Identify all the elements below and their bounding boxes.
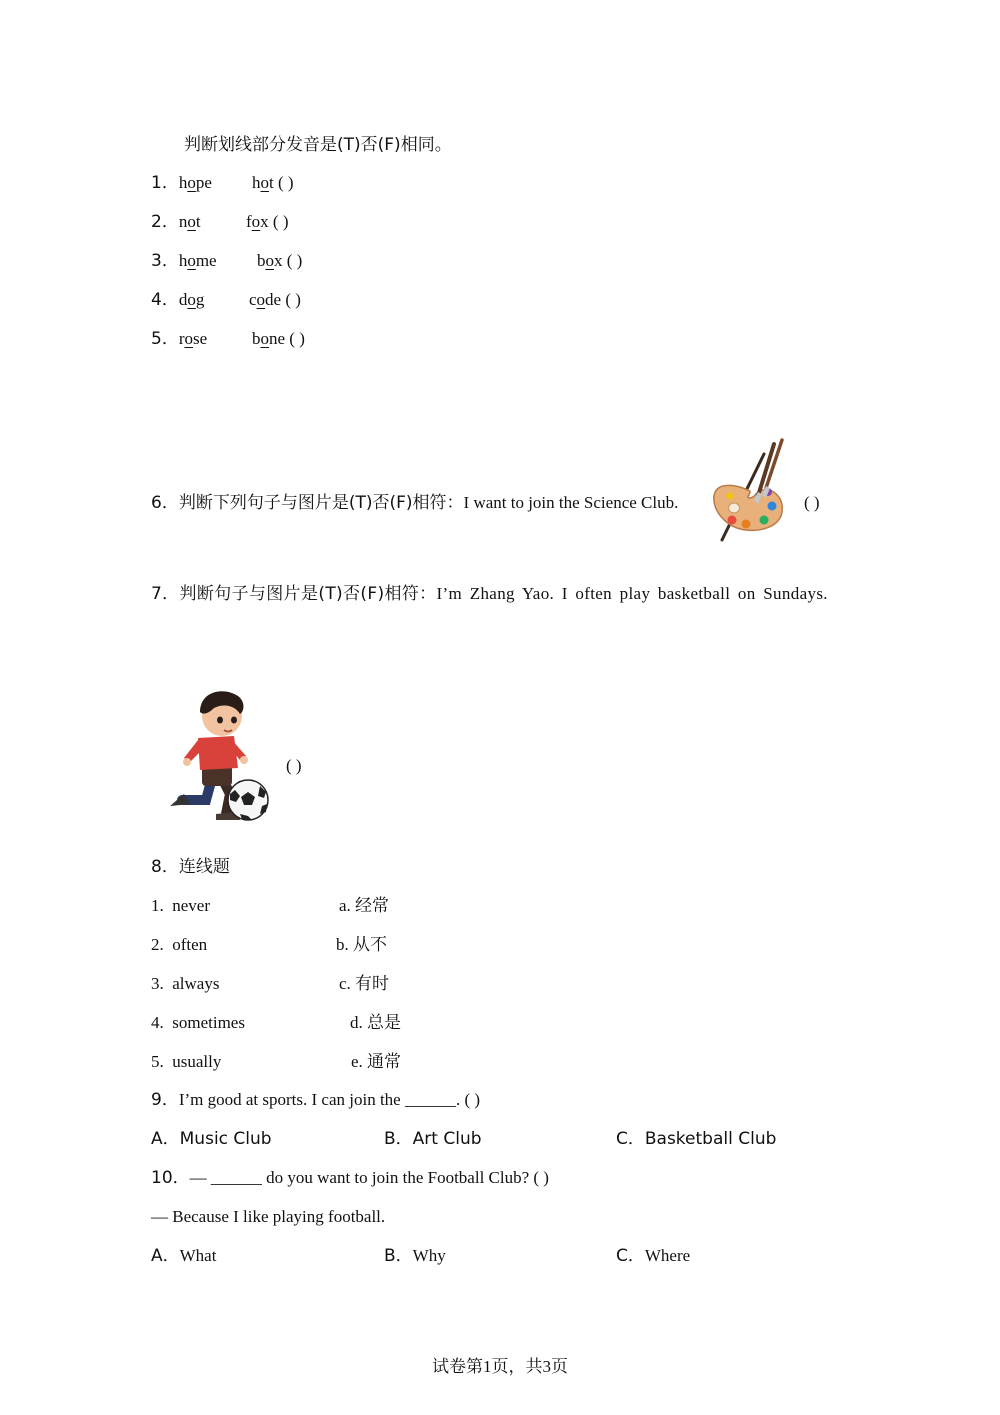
answer-paren[interactable]: ( )	[804, 493, 820, 512]
match-right-item[interactable]: d. 总是	[350, 1013, 401, 1033]
match-left-item[interactable]: 2. often	[151, 935, 208, 954]
question-7: 7．判断句子与图片是(T)否(F)相符：I’m Zhang Yao. I often play basketball on Sundays.	[151, 584, 828, 604]
pair-2-b: fox ( )	[246, 212, 289, 231]
answer-paren[interactable]: ( )	[277, 173, 294, 192]
option-b[interactable]: B．Art Club	[384, 1129, 482, 1149]
option-c[interactable]: C．Where	[616, 1246, 691, 1266]
pair-3-b: box ( )	[257, 251, 303, 270]
option-b[interactable]: B．Why	[384, 1246, 446, 1266]
answer-paren[interactable]: ( )	[272, 212, 289, 231]
match-right-item[interactable]: b. 从不	[336, 935, 387, 955]
page-footer: 试卷第1页，共3页	[432, 1357, 568, 1376]
pair-5: 5．rose	[151, 329, 208, 349]
match-left-item[interactable]: 5. usually	[151, 1052, 222, 1071]
question-6: 6．判断下列句子与图片是(T)否(F)相符：I want to join the Science Club.	[151, 493, 679, 513]
answer-paren[interactable]: ( )	[286, 251, 303, 270]
option-c[interactable]: C．Basketball Club	[616, 1129, 777, 1149]
pair-4-b: code ( )	[249, 290, 301, 309]
answer-paren[interactable]: ( )	[285, 290, 301, 309]
question-9: 9．I’m good at sports. I can join the ______. ( )	[151, 1090, 481, 1110]
match-right-item[interactable]: c. 有时	[339, 974, 390, 994]
pair-5-b: bone ( )	[252, 329, 305, 348]
pair-2: 2．not	[151, 212, 201, 232]
pair-4: 4．dog	[151, 290, 205, 310]
match-right-item[interactable]: a. 经常	[339, 896, 390, 916]
option-a[interactable]: A．Music Club	[151, 1129, 272, 1149]
match-left-item[interactable]: 4. sometimes	[151, 1013, 245, 1032]
pair-3: 3．home	[151, 251, 217, 271]
question-8-title: 8．连线题	[151, 857, 230, 877]
question-10-reply: — Because I like playing football.	[151, 1207, 386, 1226]
paint-palette-icon	[708, 438, 788, 544]
pair-1-b: hot ( )	[252, 173, 294, 192]
section-instruction: 判断划线部分发音是(T)否(F)相同。	[184, 135, 452, 155]
boy-kicking-soccer-ball	[160, 682, 275, 827]
word-a: hope	[178, 173, 212, 192]
question-10: 10．— ______ do you want to join the Football Club? ( )	[151, 1168, 549, 1188]
match-left-item[interactable]: 1. never	[151, 896, 211, 915]
answer-paren[interactable]: ( )	[289, 329, 305, 348]
pair-1: 1．hope	[151, 173, 212, 193]
option-a[interactable]: A．What	[151, 1246, 217, 1266]
match-right-item[interactable]: e. 通常	[351, 1052, 402, 1072]
answer-paren[interactable]: ( )	[286, 756, 302, 775]
match-left-item[interactable]: 3. always	[151, 974, 220, 993]
